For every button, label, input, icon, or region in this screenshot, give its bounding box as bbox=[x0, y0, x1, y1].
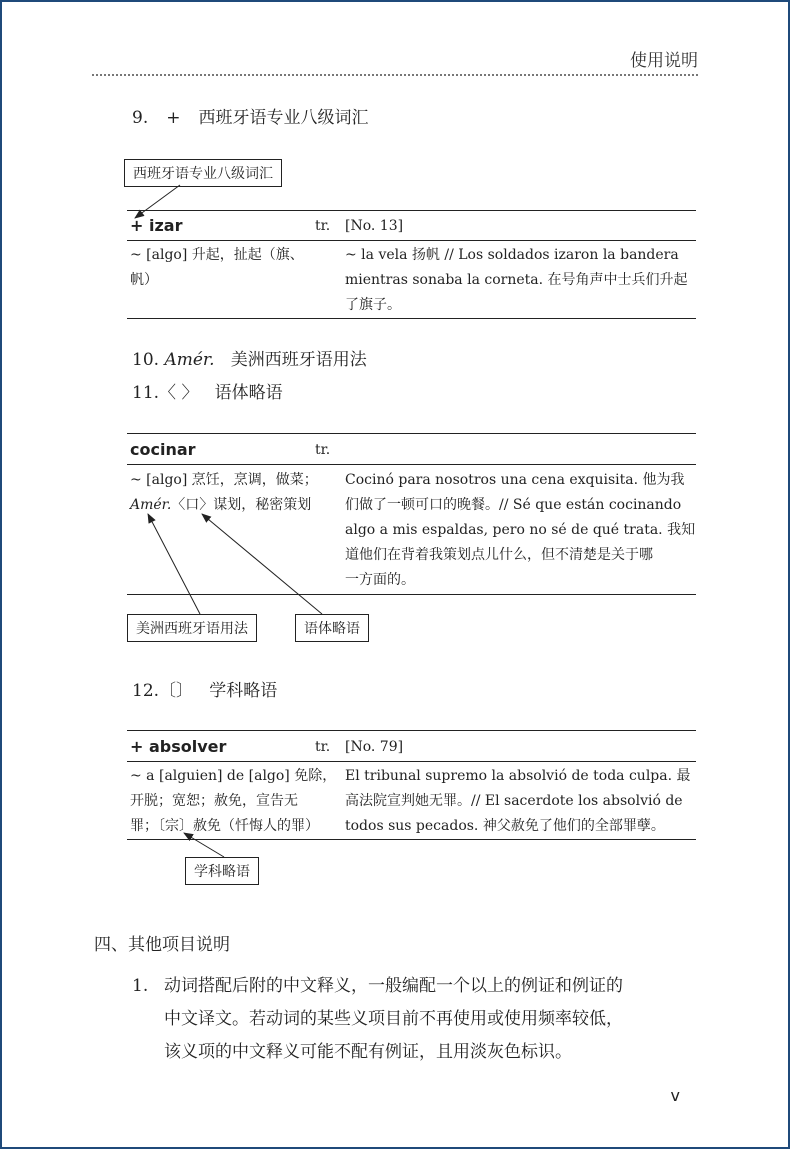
example-line: 一方面的。 bbox=[345, 572, 415, 588]
pos-label: tr. bbox=[315, 442, 331, 458]
def-line: ~ [algo] 升起，扯起（旗、 bbox=[130, 247, 304, 263]
callout-level8-label: 西班牙语专业八级词汇 bbox=[124, 159, 282, 187]
headword-cocinar: cocinar bbox=[130, 440, 196, 459]
example-line: mientras sonaba la corneta. 在号角声中士兵们升起 bbox=[345, 272, 688, 288]
headword-absolver: + absolver bbox=[130, 737, 227, 756]
def-line: ~ [algo] 烹饪，烹调，做菜； bbox=[130, 472, 318, 488]
legend-desc: 语体略语 bbox=[214, 383, 283, 403]
register-text: 〈口〉谋划，秘密策划 bbox=[171, 497, 312, 513]
entry-number: [No. 13] bbox=[345, 218, 404, 234]
para-line: 该义项的中文释义可能不配有例证，且用淡灰色标识。 bbox=[164, 1042, 572, 1062]
legend-abbr: Amér. bbox=[164, 350, 215, 370]
arrow-level8 bbox=[135, 185, 180, 218]
def-line: ~ a [alguien] de [algo] 免除， bbox=[130, 768, 337, 784]
legend-desc: 学科略语 bbox=[209, 681, 278, 701]
example-line: 道他们在背着我策划点儿什么，但不清楚是关于哪 bbox=[345, 547, 653, 563]
callout-american-label: 美洲西班牙语用法 bbox=[127, 614, 257, 642]
example-line: ~ la vela 扬帆 // Los soldados izaron la bandera bbox=[345, 247, 679, 263]
def-line: 帆） bbox=[130, 272, 158, 288]
legend-num: 10. bbox=[132, 350, 160, 370]
para-line: 中文译文。若动词的某些义项目前不再使用或使用频率较低， bbox=[164, 1009, 623, 1029]
def-line: 开脱；宽恕；赦免，宣告无 bbox=[130, 793, 298, 809]
pos-label: tr. bbox=[315, 218, 331, 234]
legend-num: 12. bbox=[132, 681, 160, 701]
amer-abbr: Amér. bbox=[130, 497, 172, 513]
def-line: 罪；〔宗〕赦免（忏悔人的罪） bbox=[130, 818, 319, 834]
legend-bracket: 〈 〉 bbox=[159, 383, 199, 403]
arrow-subject bbox=[184, 833, 224, 857]
entry-number: [No. 79] bbox=[345, 739, 404, 755]
example-line: algo a mis espaldas, pero no sé de qué trata. 我知 bbox=[345, 522, 696, 538]
para-number: 1. bbox=[132, 976, 149, 996]
pos-label: tr. bbox=[315, 739, 331, 755]
legend-num: 9. bbox=[132, 108, 149, 128]
headword-izar: + izar bbox=[130, 216, 183, 235]
section-heading: 四、其他项目说明 bbox=[94, 935, 230, 955]
page-number: v bbox=[670, 1086, 680, 1105]
callout-register-label: 语体略语 bbox=[295, 614, 369, 642]
example-line: 们做了一顿可口的晚餐。// Sé que están cocinando bbox=[345, 497, 682, 513]
arrow-register bbox=[202, 514, 322, 614]
arrow-american bbox=[148, 514, 200, 614]
example-line: 高法院宣判她无罪。// El sacerdote los absolvió de bbox=[345, 793, 683, 809]
legend-bracket: 〔〕 bbox=[159, 681, 194, 701]
legend-symbol: + bbox=[166, 108, 181, 128]
legend-desc: 西班牙语专业八级词汇 bbox=[198, 108, 369, 128]
section-paragraph bbox=[132, 970, 712, 1069]
example-line: Cocinó para nosotros una cena exquisita. 他为我 bbox=[345, 472, 685, 488]
para-line: 动词搭配后附的中文释义，一般编配一个以上的例证和例证的 bbox=[164, 976, 623, 996]
example-line: 了旗子。 bbox=[345, 297, 401, 313]
example-line: El tribunal supremo la absolvió de toda culpa. 最 bbox=[345, 768, 691, 784]
legend-desc: 美洲西班牙语用法 bbox=[230, 350, 367, 370]
legend-num: 11. bbox=[132, 383, 160, 403]
callout-subject-label: 学科略语 bbox=[185, 857, 259, 885]
example-line: todos sus pecados. 神父赦免了他们的全部罪孽。 bbox=[345, 818, 665, 834]
header-title: 使用说明 bbox=[630, 51, 698, 71]
